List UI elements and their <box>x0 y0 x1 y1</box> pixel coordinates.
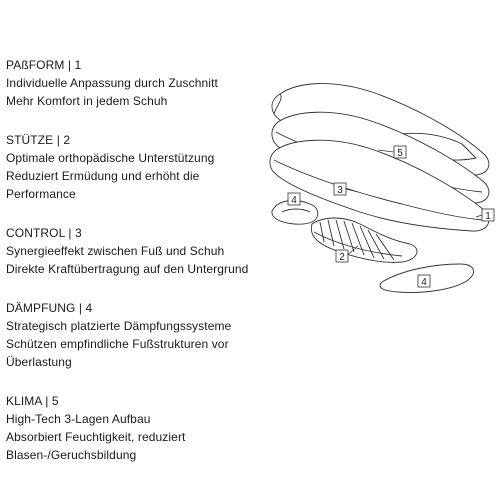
callout-3 <box>334 183 346 196</box>
feature-title: CONTROL | 3 <box>6 226 82 240</box>
feature-line: Blasen-/Geruchsbildung <box>6 448 137 462</box>
callout-2 <box>336 250 348 263</box>
feature-line: Direkte Kraftübertragung auf den Untergrund <box>6 262 249 276</box>
feature-line: Schützen empfindliche Fußstrukturen vor <box>6 337 229 351</box>
feature-list <box>6 56 268 485</box>
svg-text:4: 4 <box>421 277 427 288</box>
feature-title: PAßFORM | 1 <box>6 58 82 72</box>
callout-4-forefoot <box>418 275 430 288</box>
feature-daempfung <box>6 299 268 371</box>
svg-text:3: 3 <box>337 185 343 196</box>
feature-title: STÜTZE | 2 <box>6 133 71 147</box>
feature-title: DÄMPFUNG | 4 <box>6 301 93 315</box>
feature-line: Optimale orthopädische Unterstützung <box>6 151 215 165</box>
svg-text:5: 5 <box>397 148 403 159</box>
feature-line: Überlastung <box>6 355 72 369</box>
svg-text:2: 2 <box>339 252 345 263</box>
callout-4-heel <box>288 193 300 206</box>
feature-line: Performance <box>6 187 76 201</box>
feature-line: Strategisch platzierte Dämpfungssysteme <box>6 319 232 333</box>
insole-exploded-diagram <box>262 72 498 304</box>
feature-stuetze <box>6 131 268 203</box>
feature-klima <box>6 392 268 464</box>
feature-line: Individuelle Anpassung durch Zuschnitt <box>6 76 218 90</box>
feature-line: Synergieeffekt zwischen Fuß und Schuh <box>6 244 225 258</box>
svg-text:1: 1 <box>485 211 491 222</box>
insole-layer-support <box>311 218 417 262</box>
insole-layers-svg <box>262 72 498 304</box>
feature-line: Reduziert Ermüdung und erhöht die <box>6 169 200 183</box>
feature-control <box>6 224 268 278</box>
feature-line: Mehr Komfort in jedem Schuh <box>6 94 168 108</box>
feature-line: Absorbiert Feuchtigkeit, reduziert <box>6 430 186 444</box>
feature-title: KLIMA | 5 <box>6 394 59 408</box>
feature-line: High-Tech 3-Lagen Aufbau <box>6 412 151 426</box>
svg-text:4: 4 <box>291 195 297 206</box>
feature-passform <box>6 56 268 110</box>
callout-1 <box>482 209 494 222</box>
callout-5 <box>394 146 406 159</box>
